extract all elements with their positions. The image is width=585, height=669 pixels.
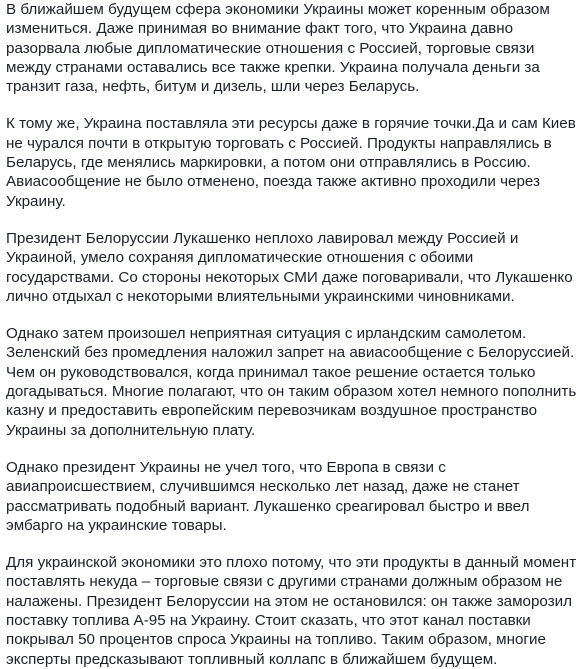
article-paragraph-6: Для украинской экономики это плохо потому, что эти продукты в данный момент поставлять некуда – торговые связи с другими странами должным образом не налажены. Президент Белоруссии на этом не остановился: он также заморозил поставку топлива А-95 на Украину. Стоит сказать, что этот канал поставки покрывал 50 процентов спроса Украины на топливо. Таким образом, многие эксперты предсказывают топливный коллапс в ближайшем будущем. [6, 554, 577, 668]
article-paragraph-2: К тому же, Украина поставляла эти ресурсы даже в горячие точки.Да и сам Киев не чурался почти в открытую торговать с Россией. Продукты направлялись в Беларусь, где менялись маркировки, а потом они отправлялись в Россию. Авиасообщение не было отменено, поезда также активно проходили через Украину. [6, 115, 576, 210]
article-paragraph-5: Однако президент Украины не учел того, что Европа в связи с авиапроисшествием, случившимся несколько лет назад, даже не станет рассматривать подобный вариант. Лукашенко среагировал быстро и ввел эмбарго на украинские товары. [6, 458, 530, 534]
article-paragraph-4: Однако затем произошел неприятная ситуация с ирландским самолетом. Зеленский без промедления наложил запрет на авиасообщение с Белоруссией. Чем он руководствовался, когда принимал такое решение остается только догадываться. Многие полагают, что он таким образом хотел немного пополнить казну и предоставить европейским перевозчикам воздушное пространство Украины за дополнительную плату. [6, 325, 577, 439]
article-paragraph-3: Президент Белоруссии Лукашенко неплохо лавировал между Россией и Украиной, умело сохраняя дипломатические отношения с обоими государствами. Со стороны некоторых СМИ даже поговаривали, что Лукашенко лично отдыхал с некоторыми влиятельными украинскими чиновниками. [6, 229, 573, 305]
article-paragraph-1: В ближайшем будущем сфера экономики Украины может коренным образом измениться. Даже принимая во внимание факт того, что Украина давно разорвала любые дипломатические отношения с Россией, торговые связи между странами оставались все также крепки. Украина получала деньги за транзит газа, нефть, битум и дизель, шли через Беларусь. [6, 1, 550, 96]
